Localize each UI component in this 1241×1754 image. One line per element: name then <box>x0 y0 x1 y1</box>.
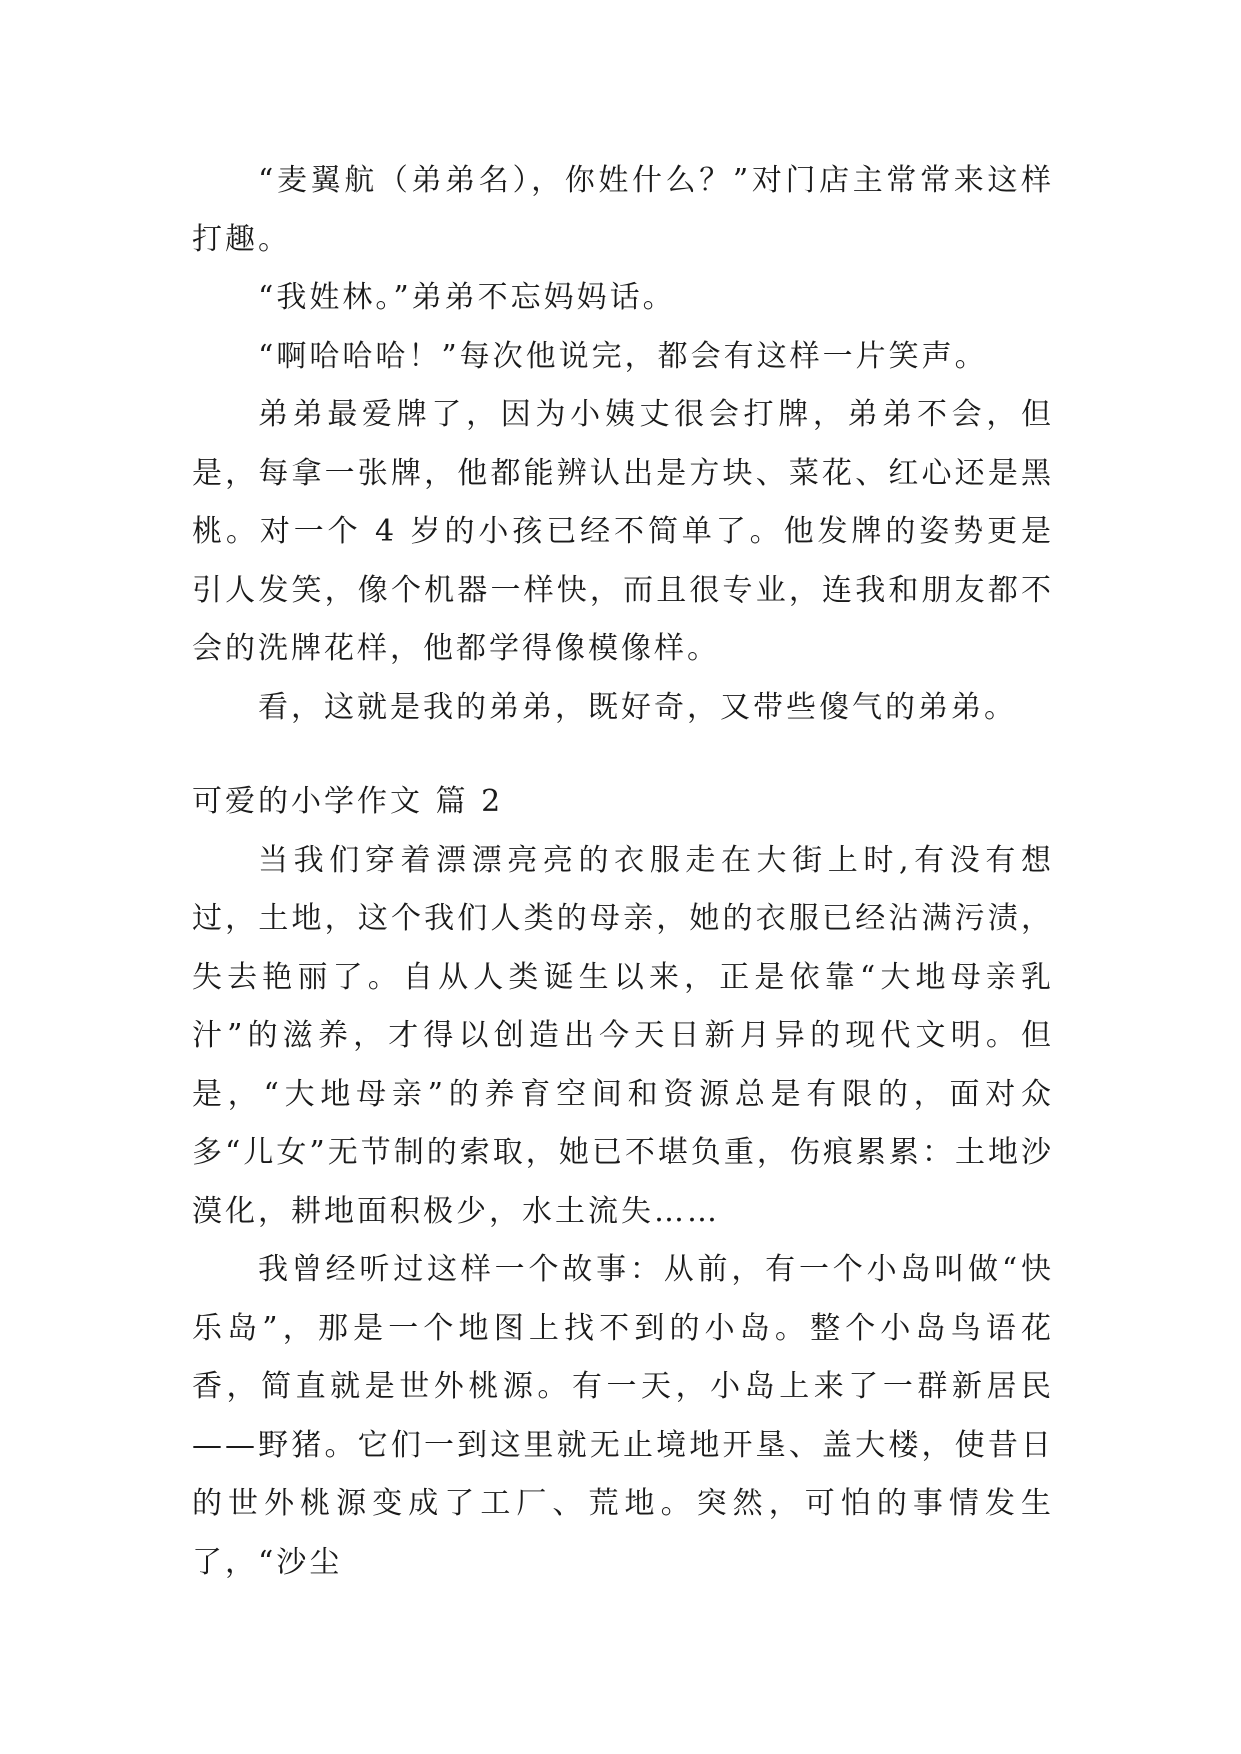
paragraph: “麦翼航（弟弟名），你姓什么？”对门店主常常来这样打趣。 <box>192 163 1054 257</box>
paragraph: “啊哈哈哈！”每次他说完，都会有这样一片笑声。 <box>258 338 988 374</box>
paragraph: 弟弟最爱牌了，因为小姨丈很会打牌，弟弟不会，但是，每拿一张牌，他都能辨认出是方块、菜花、红心还是黑桃。对一个 4 岁的小孩已经不简单了。他发牌的姿势更是引人发笑，像个机器一样快，而且很专业，连我和朋友都不会的洗牌花样，他都学得像模像样。 <box>192 397 1054 666</box>
section-heading: 可爱的小学作文 篇 2 <box>192 784 504 819</box>
document-body <box>192 152 1054 1592</box>
paragraph: “我姓林。”弟弟不忘妈妈话。 <box>258 280 676 315</box>
paragraph: 当我们穿着漂漂亮亮的衣服走在大街上时,有没有想过，土地，这个我们人类的母亲，她的衣服已经沾满污渍，失去艳丽了。自从人类诞生以来，正是依靠“大地母亲乳汁”的滋养，才得以创造出今天日新月异的现代文明。但是，“大地母亲”的养育空间和资源总是有限的，面对众多“儿女”无节制的索取，她已不堪负重，伤痕累累：土地沙漠化，耕地面积极少，水土流失…… <box>192 842 1054 1229</box>
paragraph: 看，这就是我的弟弟，既好奇，又带些傻气的弟弟。 <box>258 689 1017 725</box>
paragraph: 我曾经听过这样一个故事：从前，有一个小岛叫做“快乐岛”，那是一个地图上找不到的小岛。整个小岛鸟语花香，简直就是世外桃源。有一天，小岛上来了一群新居民——野猪。它们一到这里就无止境地开垦、盖大楼，使昔日的世外桃源变成了工厂、荒地。突然，可怕的事情发生了，“沙尘 <box>192 1252 1054 1580</box>
